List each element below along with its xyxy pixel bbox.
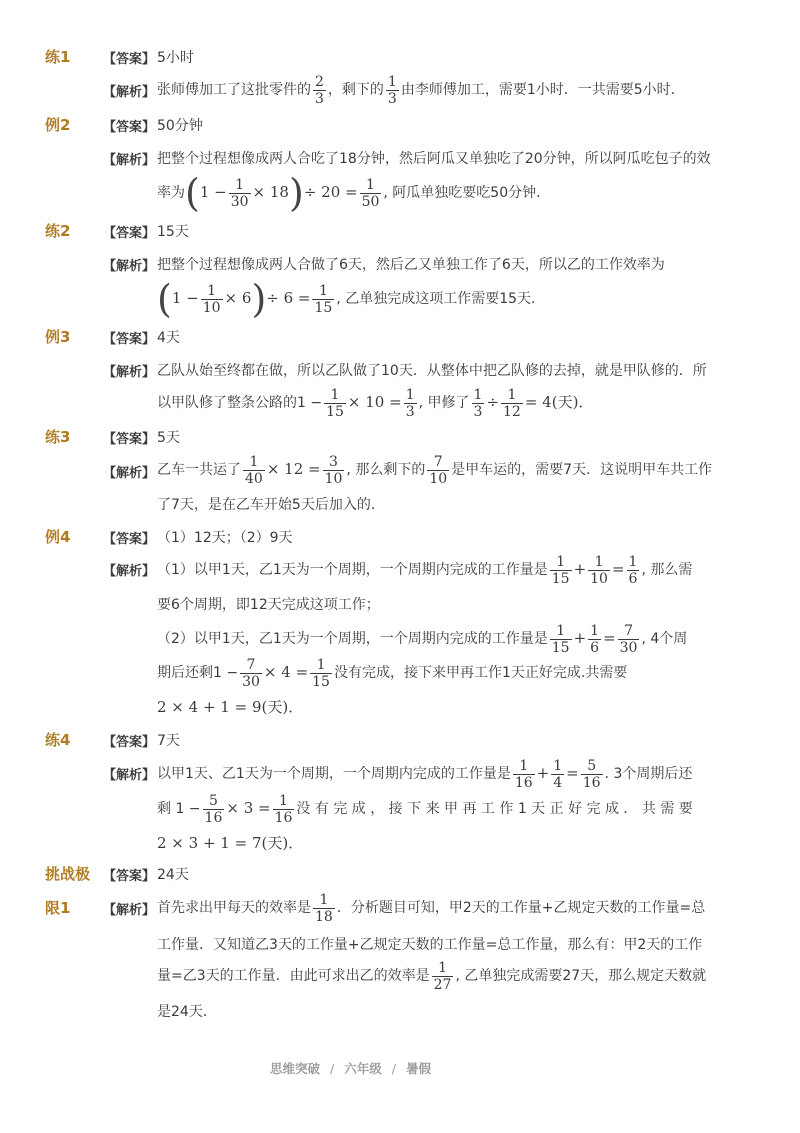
- answer-text: 7天: [157, 733, 180, 749]
- analysis-line: （1）以甲1天，乙1天为一个周期，一个周期内完成的工作量是 $\frac{1}{15}$ + $\frac{1}{10}$ = $\frac{1}{6}$ , 那么需: [157, 553, 693, 587]
- answer-text: （1）12天；（2）9天: [157, 530, 293, 546]
- analysis-line: 剩 1 − $\frac{5}{16}$ × 3 = $\frac{1}{16}$ 没 有 完 成 ， 接 下 来 甲 再 工 作 1 天 正 好 完 成 ． 共 需 要: [157, 792, 693, 826]
- answer-label: 【答案】: [103, 532, 156, 547]
- analysis-line: 是24天．: [157, 1004, 217, 1020]
- footer-book: 思维突破: [270, 1061, 321, 1076]
- section-tag: 限1: [45, 899, 71, 917]
- answer-label: 【答案】: [103, 735, 156, 750]
- answer-label: 【答案】: [103, 52, 156, 67]
- analysis-line: 以甲队修了整条公路的1 − $\frac{1}{15}$ × 10 = $\frac{1}{3}$ , 甲修了 $\frac{1}{3}$ ÷ $\frac{1}{12}$ = 4(天)．: [157, 386, 594, 420]
- analysis-label: 【解析】: [103, 564, 156, 579]
- answer-label: 【答案】: [103, 332, 156, 347]
- answer-text: 15天: [157, 224, 189, 240]
- footer-grade: 六年级: [344, 1061, 382, 1076]
- analysis-line: 张师傅加工了这批零件的 $\frac{2}{3}$ ，剩下的 $\frac{1}{3}$ 由李师傅加工，需要1小时．一共需要5小时．: [157, 73, 685, 107]
- answer-text: 5小时: [157, 50, 194, 66]
- answer-label: 【答案】: [103, 432, 156, 447]
- analysis-line: （2）以甲1天，乙1天为一个周期，一个周期内完成的工作量是 $\frac{1}{15}$ + $\frac{1}{6}$ = $\frac{7}{30}$ , 4个周: [157, 622, 688, 656]
- answer-label: 【答案】: [103, 226, 156, 241]
- section-tag: 例3: [45, 328, 71, 346]
- section-tag: 挑战极: [45, 865, 91, 883]
- analysis-line: 期后还剩1 − $\frac{7}{30}$ × 4 = $\frac{1}{15}$ 没有完成，接下来甲再工作1天正好完成.共需要: [157, 656, 628, 690]
- answer-text: 4天: [157, 330, 180, 346]
- section-tag: 练2: [45, 222, 71, 240]
- analysis-label: 【解析】: [103, 466, 156, 481]
- analysis-line: 乙队从始至终都在做，所以乙队做了10天．从整体中把乙队修的去掉，就是甲队修的．所: [157, 363, 707, 379]
- analysis-label: 【解析】: [103, 153, 156, 168]
- analysis-line: 2 × 4 + 1 = 9(天)．: [157, 698, 304, 716]
- analysis-line: 要6个周期，即12天完成这项工作；: [157, 597, 380, 613]
- section-tag: 练3: [45, 428, 71, 446]
- analysis-line: 率为(1 − $\frac{1}{30}$ × 18)÷ 20 = $\frac{1}{50}$ , 阿瓜单独吃要吃50分钟．: [157, 171, 551, 215]
- page-footer: 思维突破 / 六年级 / 暑假: [270, 1061, 431, 1076]
- analysis-label: 【解析】: [103, 85, 156, 100]
- analysis-line: 工作量．又知道乙3天的工作量+乙规定天数的工作量=总工作量，那么有：甲2天的工作: [157, 937, 703, 953]
- answer-text: 5天: [157, 430, 180, 446]
- answer-label: 【答案】: [103, 120, 156, 135]
- section-tag: 例2: [45, 116, 71, 134]
- analysis-line: 以甲1天、乙1天为一个周期，一个周期内完成的工作量是 $\frac{1}{16}$ + $\frac{1}{4}$ = $\frac{5}{16}$ . 3个周期后还: [157, 757, 693, 791]
- analysis-label: 【解析】: [103, 768, 156, 783]
- answer-label: 【答案】: [103, 869, 156, 884]
- analysis-line: 量=乙3天的工作量．由此可求出乙的效率是 $\frac{1}{27}$ , 乙单独完成需要27天，那么规定天数就: [157, 959, 707, 993]
- answer-text: 24天: [157, 867, 189, 883]
- analysis-line: (1 − $\frac{1}{10}$ × 6)÷ 6 = $\frac{1}{15}$ , 乙单独完成这项工作需要15天．: [157, 277, 546, 321]
- analysis-label: 【解析】: [103, 365, 156, 380]
- analysis-line: 了7天，是在乙车开始5天后加入的．: [157, 497, 385, 513]
- analysis-label: 【解析】: [103, 259, 156, 274]
- answer-text: 50分钟: [157, 118, 203, 134]
- analysis-line: 2 × 3 + 1 = 7(天)．: [157, 834, 304, 852]
- analysis-line: 乙车一共运了 $\frac{1}{40}$ × 12 = $\frac{3}{10}$ , 那么剩下的 $\frac{7}{10}$ 是甲车运的，需要7天．这说明甲车共工作: [157, 453, 713, 487]
- analysis-line: 把整个过程想像成两人合吃了18分钟，然后阿瓜又单独吃了20分钟，所以阿瓜吃包子的效: [157, 151, 711, 167]
- section-tag: 例4: [45, 528, 71, 546]
- section-tag: 练4: [45, 731, 71, 749]
- analysis-line: 把整个过程想像成两人合做了6天，然后乙又单独工作了6天，所以乙的工作效率为: [157, 257, 665, 273]
- footer-term: 暑假: [405, 1061, 431, 1076]
- analysis-label: 【解析】: [103, 903, 156, 918]
- analysis-line: 首先求出甲每天的效率是 $\frac{1}{18}$ ．分析题目可知，甲2天的工作量+乙规定天数的工作量=总: [157, 891, 706, 925]
- section-tag: 练1: [45, 48, 71, 66]
